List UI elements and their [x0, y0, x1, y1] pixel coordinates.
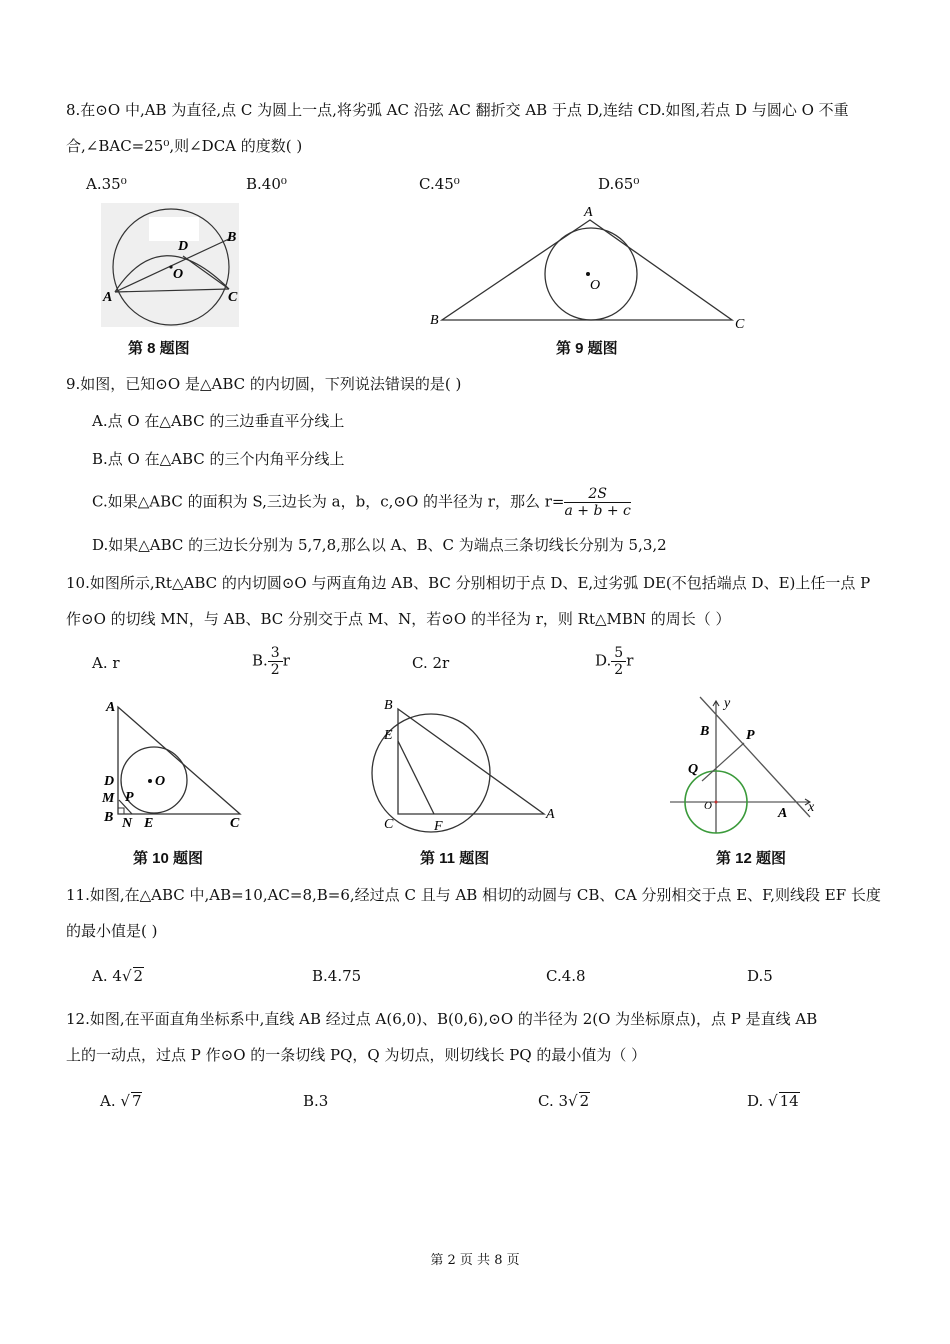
q11-option-b: B.4.75 — [312, 967, 362, 985]
q12-option-d: D. √ 14 — [747, 1092, 799, 1110]
q11-option-c: C.4.8 — [546, 967, 586, 985]
radicand: 14 — [779, 1092, 799, 1110]
incircle-o — [545, 228, 637, 320]
option-prefix: A. — [92, 967, 108, 985]
label-o: O — [590, 278, 601, 293]
radicand: 7 — [131, 1092, 142, 1110]
label-b: B — [430, 313, 439, 328]
tangent-pq — [702, 743, 744, 781]
fig9-caption: 第 9 题图 — [556, 340, 618, 357]
label-q: Q — [688, 762, 699, 777]
label-n: N — [122, 816, 133, 831]
label-a: A — [103, 290, 113, 305]
label-b: B — [227, 230, 237, 245]
label-b: B — [700, 724, 710, 739]
q8-option-c: C.45⁰ — [419, 175, 460, 193]
label-e: E — [384, 728, 393, 743]
fraction-numerator: 5 — [611, 645, 626, 662]
label-c: C — [384, 817, 394, 832]
q9-option-c-text: C.如果△ABC 的面积为 S,三边长为 a，b，c,⊙O 的半径为 r，那么 r= — [92, 492, 565, 511]
figure-11 — [370, 697, 560, 835]
triangle-abc — [442, 220, 732, 320]
fig10-caption: 第 10 题图 — [133, 850, 204, 867]
fig11-caption: 第 11 题图 — [420, 850, 490, 867]
label-o: O — [173, 267, 184, 282]
q12-option-c: C. 3√ 2 — [538, 1092, 590, 1110]
redaction-box — [149, 217, 199, 241]
q9-option-b: B.点 O 在△ABC 的三个内角平分线上 — [92, 450, 345, 468]
q10-option-c: C. 2r — [412, 654, 450, 672]
figure-8 — [101, 203, 239, 327]
label-p: P — [125, 790, 134, 805]
q12-option-a: A. √ 7 — [100, 1092, 142, 1110]
triangle-abc — [118, 707, 240, 814]
q8-line2: 合,∠BAC=25⁰,则∠DCA 的度数( ) — [66, 137, 303, 155]
label-f: F — [434, 819, 443, 834]
label-a: A — [106, 700, 116, 715]
q11-line1: 11.如图,在△ABC 中,AB=10,AC=8,B=6,经过点 C 且与 AB 相切的动圆与 CB、CA 分别相交于点 E、F,则线段 EF 长度 — [66, 886, 881, 904]
label-a: A — [778, 806, 788, 821]
option-suffix: r — [626, 651, 634, 670]
right-angle-mark — [118, 808, 124, 814]
fraction-denominator: 2 — [614, 662, 624, 678]
radicand: 2 — [133, 967, 144, 985]
origin-dot — [715, 801, 718, 804]
option-prefix: D. — [595, 651, 612, 670]
label-c: C — [735, 317, 745, 332]
q8-option-a: A.35⁰ — [86, 175, 127, 193]
label-b: B — [384, 698, 393, 713]
label-c: C — [228, 290, 238, 305]
label-e: E — [144, 816, 154, 831]
label-d: D — [178, 239, 189, 254]
fraction-numerator: 3 — [268, 645, 283, 662]
q8-option-b: B.40⁰ — [246, 175, 287, 193]
option-prefix: B. — [252, 651, 268, 670]
q12-option-b: B.3 — [303, 1092, 329, 1110]
fig12-caption: 第 12 题图 — [716, 850, 787, 867]
figure-9 — [430, 204, 750, 330]
segment-ef — [398, 741, 434, 814]
fraction-5-2 — [611, 645, 626, 678]
q12-line1: 12.如图,在平面直角坐标系中,直线 AB 经过点 A(6,0)、B(0,6),⊙O 的半径为 2(O 为坐标原点)，点 P 是直线 AB — [66, 1010, 818, 1028]
label-o: O — [155, 774, 166, 789]
figure-12 — [668, 693, 820, 837]
label-a: A — [584, 205, 593, 220]
q10-option-a: A. r — [92, 654, 120, 672]
q10-line2: 作⊙O 的切线 MN，与 AB、BC 分别交于点 M、N，若⊙O 的半径为 r，则 Rt△MBN 的周长（ ） — [66, 610, 731, 628]
q8-option-d: D.65⁰ — [598, 175, 640, 193]
figure-10 — [100, 697, 250, 835]
label-m: M — [102, 791, 115, 806]
q8-line1: 8.在⊙O 中,AB 为直径,点 C 为圆上一点,将劣弧 AC 沿弦 AC 翻折交 AB 于点 D,连结 CD.如图,若点 D 与圆心 O 不重 — [66, 101, 849, 119]
q10-option-b — [252, 645, 290, 678]
fraction-denominator: 2 — [270, 662, 280, 678]
label-p: P — [746, 728, 755, 743]
radicand: 2 — [579, 1092, 590, 1110]
q9-option-d: D.如果△ABC 的三边长分别为 5,7,8,那么以 A、B、C 为端点三条切线长分别为 5,3,2 — [92, 536, 667, 554]
q11-option-a: A. 4√ 2 — [92, 967, 144, 985]
radical-coefficient: 3 — [558, 1092, 569, 1110]
option-prefix: D. — [747, 1092, 764, 1110]
center-dot — [148, 779, 152, 783]
triangle-abc — [398, 709, 544, 814]
option-suffix: r — [282, 651, 290, 670]
label-a: A — [546, 807, 555, 822]
incenter-dot — [586, 272, 590, 276]
q9-option-c-fraction — [564, 486, 630, 519]
option-prefix: A. — [100, 1092, 116, 1110]
fraction-3-2 — [268, 645, 283, 678]
fraction-numerator: 2S — [564, 486, 630, 503]
label-y: y — [724, 696, 731, 711]
label-b: B — [104, 810, 114, 825]
q11-line2: 的最小值是( ) — [66, 922, 158, 940]
radical-coefficient: 4 — [112, 967, 122, 985]
q12-line2: 上的一动点，过点 P 作⊙O 的一条切线 PQ，Q 为切点，则切线长 PQ 的最小值为（ ） — [66, 1046, 647, 1064]
label-o: O — [704, 800, 712, 812]
q10-option-d — [595, 645, 633, 678]
q9-stem: 9.如图，已知⊙O 是△ABC 的内切圆，下列说法错误的是( ) — [66, 375, 462, 393]
q11-option-d: D.5 — [747, 967, 773, 985]
page-footer: 第 2 页 共 8 页 — [430, 1253, 520, 1268]
fig8-caption: 第 8 题图 — [128, 340, 190, 357]
label-x: x — [808, 800, 815, 815]
label-c: C — [230, 816, 240, 831]
option-prefix: C. — [538, 1092, 554, 1110]
fraction-denominator: a + b + c — [564, 503, 631, 519]
label-d: D — [104, 774, 115, 789]
q9-option-a: A.点 O 在△ABC 的三边垂直平分线上 — [92, 412, 345, 430]
q9-option-c — [92, 486, 631, 519]
q10-line1: 10.如图所示,Rt△ABC 的内切圆⊙O 与两直角边 AB、BC 分别相切于点 D、E,过劣弧 DE(不包括端点 D、E)上任一点 P — [66, 574, 871, 592]
